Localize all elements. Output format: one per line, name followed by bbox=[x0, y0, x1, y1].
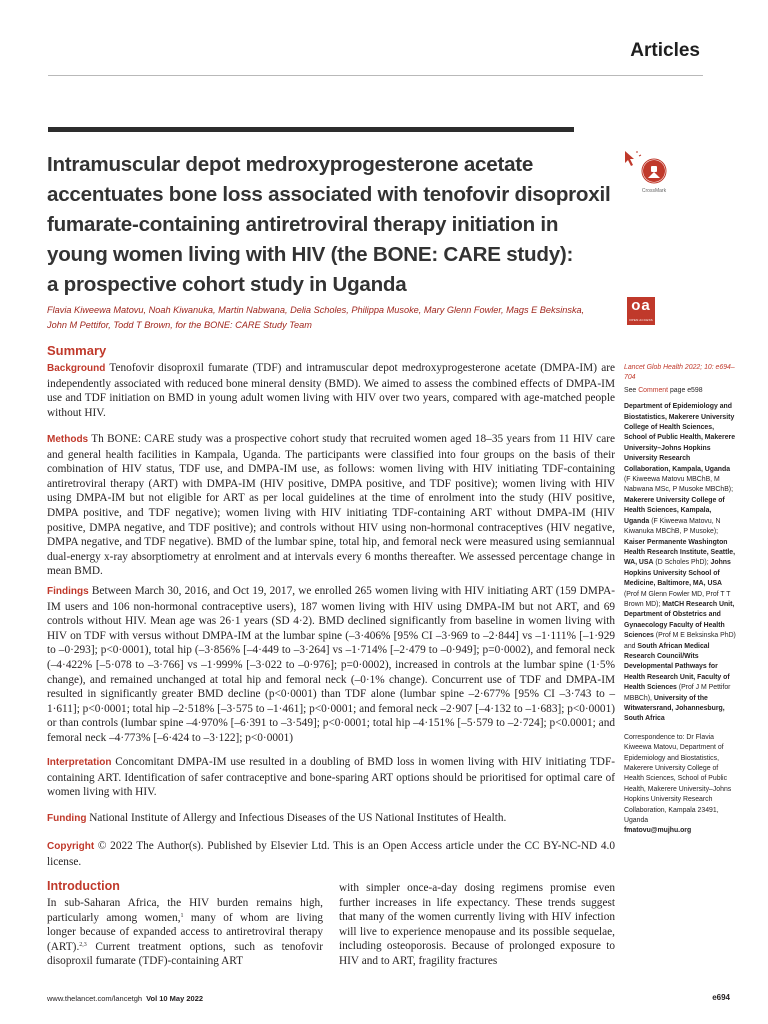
header-divider bbox=[48, 75, 703, 76]
author-list bbox=[47, 303, 607, 332]
citation-ref[interactable]: 1 bbox=[180, 912, 184, 919]
comment-link[interactable]: Comment bbox=[638, 386, 669, 394]
affiliations bbox=[624, 402, 736, 725]
footer-url[interactable]: www.thelancet.com/lancetgh bbox=[47, 994, 143, 1003]
abstract-text: Tenofovir disoproxil fumarate (TDF) and intramuscular depot medroxyprogesterone acetate (DMPA-IM) are independently associated with reduced bone mineral density (BMD). We aimed to assess the combined effects of DMPA-IM use and TDF initiation on BMD in young adult women living with HIV over two years, compared with age-matched people without HIV. bbox=[47, 362, 615, 419]
introduction-column-2: with simpler once-a-day dosing regimens promise even further increases in life expectancy. These trends suggest that many of the women currently living with HIV infection will live to experience menopause and its possible sequelae, including osteoporosis. Because of prolonged exposure to HIV and to ART, fragility fractures bbox=[339, 882, 615, 967]
abstract-label: Funding bbox=[47, 813, 87, 824]
affiliation-institution: Johns Hopkins University School of Medicine, Baltimore, MA, USA bbox=[624, 559, 731, 588]
title-line: accentuates bone loss associated with tenofovir disoproxil bbox=[47, 183, 611, 206]
affiliation-institution: MatCH Research Unit, Department of Obstetrics and Gynaecology Faculty of Health Sciences bbox=[624, 600, 735, 640]
correspondence-email[interactable]: fmatovu@mujhu.org bbox=[624, 827, 692, 835]
crossmark-label: CrossMark bbox=[641, 188, 667, 194]
affiliation-institution: University of the Witwatersrand, Johannesburg, South Africa bbox=[624, 694, 725, 723]
page-number: e694 bbox=[712, 993, 730, 1002]
abstract-text: Concomitant DMPA-IM use resulted in a doubling of BMD loss in women living with HIV initiating TDF-containing ART. Identification of safer contraceptive and bone-sparing ART options should be prioritised for optimal care of women living with HIV. bbox=[47, 756, 615, 799]
article-title bbox=[47, 150, 627, 300]
abstract-label: Interpretation bbox=[47, 757, 112, 768]
footer-volume: Vol 10 May 2022 bbox=[146, 994, 204, 1003]
introduction-heading: Introduction bbox=[47, 879, 120, 893]
affiliation-institution: Department of Epidemiology and Biostatistics, Makerere University College of Health Sciences, School of Public Health, Makerere University–Johns Hopkins University Research Collaboration, Kampala, Uganda bbox=[624, 403, 736, 473]
abstract-text: National Institute of Allergy and Infectious Diseases of the US National Institutes of Health. bbox=[89, 812, 507, 824]
oa-badge-label: oa bbox=[631, 297, 651, 314]
abstract-copyright bbox=[47, 839, 615, 869]
footer-journal bbox=[47, 994, 203, 1003]
affiliation-authors: (D Scholes PhD); bbox=[653, 559, 711, 567]
journal-reference: Lancet Glob Health 2022; 10: e694–704 bbox=[624, 364, 735, 382]
title-line: young women living with HIV (the BONE: CARE study): bbox=[47, 243, 574, 266]
sidebar bbox=[624, 363, 736, 837]
crossmark-icon[interactable] bbox=[622, 150, 676, 196]
open-access-badge bbox=[627, 297, 655, 325]
abstract-text: Th BONE: CARE study was a prospective cohort study that recruited women aged 18–35 years from 11 HIV care and general health facilities in Kampala, Uganda. The participants were classified into four groups on the basis of their combination of HIV status, TDF use, and DMPA-IM use, as follows: women living with HIV initiating TDF-containing antiretroviral therapy (ART) with DMPA-IM (HIV positive, DMPA positive, and TDF positive); women living with HIV using DMPA-IM but not eligible for ART as per local guidelines at the time of enrolment into the study (HIV positive, DMPA positive, and TDF negative); women living with HIV initiating TDF-containing ART without DMPA-IM (HIV positive, DMPA negative, and TDF positive); and controls without HIV using non-hormonal contraceptives (HIV negative, DMPA negative, and TDF negative). BMD of the lumbar spine, total hip, and femoral neck were measured using semiannual dual-energy x-ray absorptiometry at enrolment and at intervals every 6 months thereafter. We assessed percentage change in mean BMD. bbox=[47, 433, 615, 578]
title-line: Intramuscular depot medroxyprogesterone acetate bbox=[47, 153, 534, 176]
abstract-label: Methods bbox=[47, 434, 89, 445]
affiliation-authors: (F Kiweewa Matovu MBChB, M Nabwana MSc, P Musoke MBChB); bbox=[624, 476, 734, 494]
abstract-label: Background bbox=[47, 363, 106, 374]
see-suffix: page e598 bbox=[668, 386, 703, 394]
abstract-funding bbox=[47, 811, 615, 827]
correspondence-text: Correspondence to: Dr Flavia Kiweewa Matovu, Department of Epidemiology and Biostatistics, Makerere University College of Health Sciences, School of Public Health, Makerere University–Johns Hopkins University Research Collaboration, Kampala 23491, Uganda bbox=[624, 733, 732, 825]
oa-badge-sublabel: OPEN ACCESS bbox=[629, 318, 653, 322]
abstract-methods bbox=[47, 432, 615, 579]
introduction-column-1 bbox=[47, 896, 323, 969]
correspondence bbox=[624, 733, 736, 837]
title-bar bbox=[48, 127, 574, 132]
abstract-label: Copyright bbox=[47, 841, 95, 852]
title-line: fumarate-containing antiretroviral therapy initiation in bbox=[47, 213, 559, 236]
abstract-label: Findings bbox=[47, 586, 89, 597]
abstract-interpretation bbox=[47, 755, 615, 800]
affiliation-institution: Kaiser Permanente Washington Health Research Institute, Seattle, WA, USA bbox=[624, 538, 736, 567]
title-line: a prospective cohort study in Uganda bbox=[47, 273, 407, 296]
affiliation-institution: Makerere University College of Health Sciences, Kampala, Uganda bbox=[624, 496, 725, 525]
body-text: many of whom are living longer because of expanded access to antiretroviral therapy (ART). bbox=[47, 911, 323, 953]
abstract-text: © 2022 The Author(s). Published by Elsevier Ltd. This is an Open Access article under the CC BY-NC-ND 4.0 license. bbox=[47, 840, 615, 868]
affiliation-authors: (Prof M E Beksinska PhD) and bbox=[624, 632, 736, 650]
affiliation-authors: (F Kiweewa Matovu, N Kiwanuka MBChB, P Musoke); bbox=[624, 517, 721, 536]
author-line: Flavia Kiweewa Matovu, Noah Kiwanuka, Martin Nabwana, Delia Scholes, Philippa Musoke, Mary Glenn Fowler, Mags E Beksinska, bbox=[47, 305, 585, 315]
abstract-findings bbox=[47, 584, 615, 746]
body-text: In sub-Saharan Africa, the HIV burden remains high, particularly among women, bbox=[47, 897, 323, 924]
abstract-background bbox=[47, 361, 615, 420]
summary-heading: Summary bbox=[47, 343, 107, 358]
see-prefix: See bbox=[624, 386, 639, 394]
see-comment bbox=[624, 386, 736, 396]
author-line: John M Pettifor, Todd T Brown, for the BONE: CARE Study Team bbox=[47, 319, 312, 330]
body-text: Current treatment options, such as tenofovir disoproxil fumarate (TDF)-containing ART bbox=[47, 940, 323, 968]
affiliation-institution: South African Medical Research Council/Wits Developmental Pathways for Health Research Unit, Faculty of Health Sciences bbox=[624, 642, 730, 692]
citation-ref[interactable]: 2,3 bbox=[79, 941, 87, 948]
section-label: Articles bbox=[630, 40, 700, 61]
affiliation-authors: (Prof M Glenn Fowler MD, Prof T T Brown MD); bbox=[624, 590, 731, 608]
affiliation-authors: (Prof J M Pettifor MBBCh), bbox=[624, 684, 731, 702]
abstract-text: Between March 30, 2016, and Oct 19, 2017, we enrolled 265 women living with HIV initiating ART (159 DMPA-IM users and 106 non-hormonal contraceptive users), 187 women living with HIV using DMPA-IM but not ART, and 69 controls without HIV. Mean age was 26·1 years (SD 4·2). BMD declined significantly from baseline in women living with HIV on TDF with versus without DMPA-IM at the lumbar spine (–3·406% [95% CI –3·969 to –2·844] vs –1·111% [–1·929 to –0·293]; p<0·0001), total hip (–3·856% [–4·449 to –3·264] vs –1·714% [–2·479 to –0·949]; p=0·0002), and femoral neck (–4·422% [–5·078 to –3·766] vs –1·999% [–3·022 to –0·976]; p=0·0002), increased in controls at the lumbar spine (1·5% change), and remained unchanged at total hip and femoral neck (–0·1% change). Concurrent use of TDF and DMPA-IM resulted in significantly greater BMD decline (p<0·0001) than TDF alone (lumbar spine –2·677% [95% CI –3·743 to –1·611]; p<0·0001; total hip –2·518% [–3·575 to –1·461]; p<0·0001; and femoral neck –2·907 [–4·132 to –1·683]; p<0·0001) or than controls (lumbar spine –4·970% [–6·391 to –3·549]; p<0·0001; total hip –4·151% [–5·579 to –2·724]; p<0.0001; and femoral neck –4·773% [–6·424 to –3·122]; p<0·0001) bbox=[47, 585, 616, 744]
